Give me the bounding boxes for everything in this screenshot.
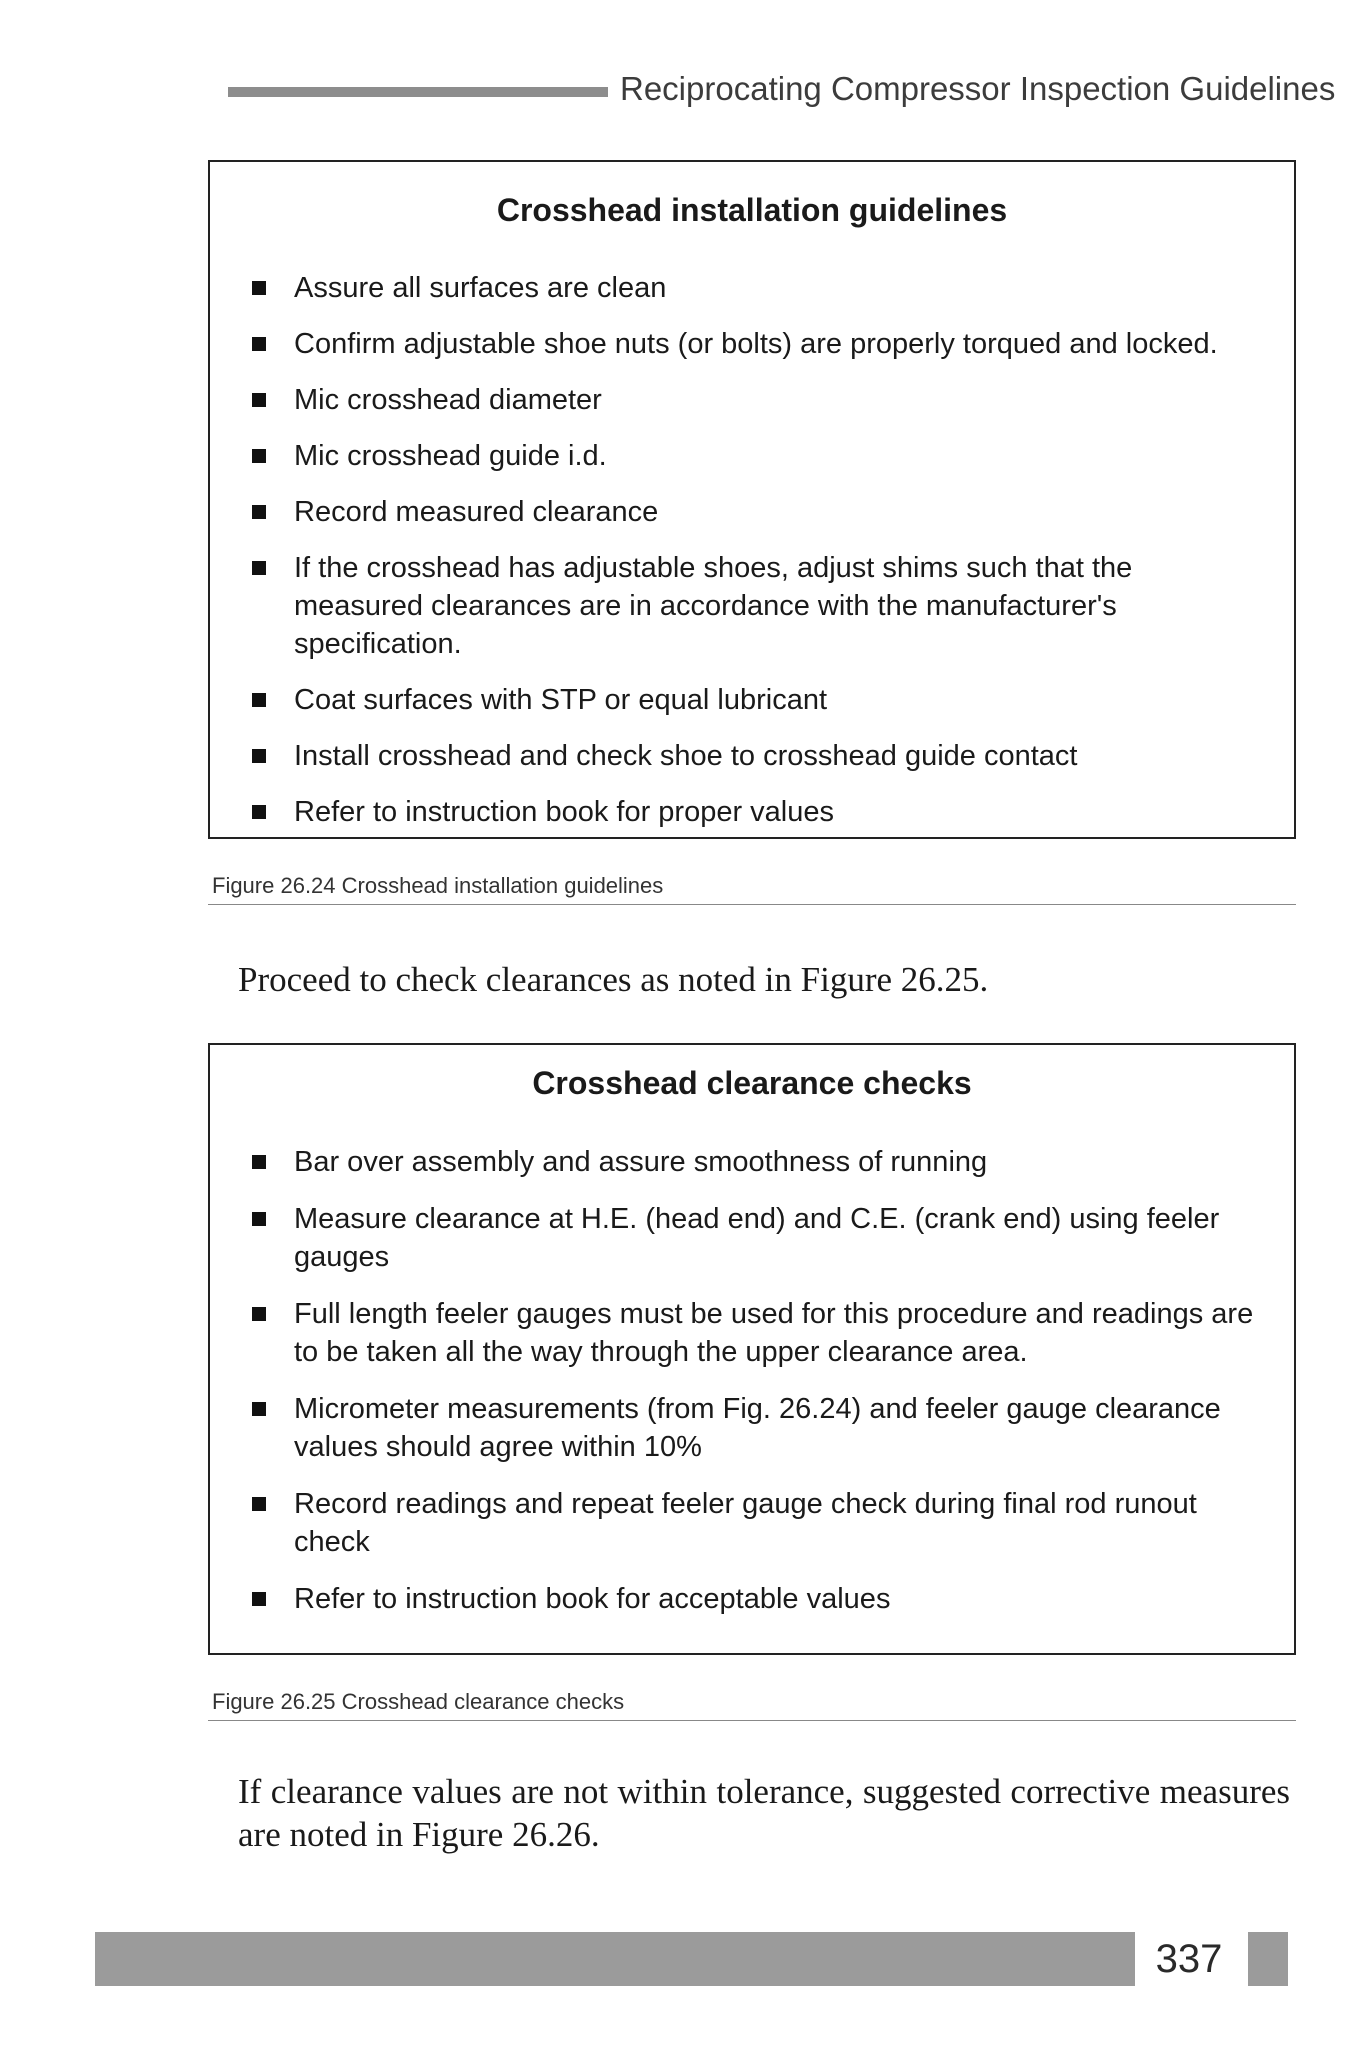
list-item: Micrometer measurements (from Fig. 26.24) and feeler gauge clearance values should agree within 10% bbox=[238, 1390, 1264, 1466]
figure-26-24-title: Crosshead installation guidelines bbox=[496, 192, 1008, 228]
bullet-square-icon bbox=[252, 337, 266, 351]
installation-guideline-list bbox=[238, 269, 1264, 849]
footer-bar bbox=[95, 1932, 1135, 1986]
bullet-square-icon bbox=[252, 393, 266, 407]
bullet-square-icon bbox=[252, 281, 266, 295]
bullet-square-icon bbox=[252, 1402, 266, 1416]
list-item: Install crosshead and check shoe to crosshead guide contact bbox=[238, 737, 1264, 775]
list-item: Assure all surfaces are clean bbox=[238, 269, 1264, 307]
bullet-square-icon bbox=[252, 1307, 266, 1321]
bullet-square-icon bbox=[252, 449, 266, 463]
list-item: Record measured clearance bbox=[238, 493, 1264, 531]
bullet-square-icon bbox=[252, 505, 266, 519]
footer-end-block bbox=[1248, 1932, 1288, 1986]
bullet-square-icon bbox=[252, 1212, 266, 1226]
caption-rule bbox=[208, 1720, 1296, 1721]
figure-26-24-box bbox=[208, 160, 1296, 839]
list-item: Measure clearance at H.E. (head end) and C.E. (crank end) using feeler gauges bbox=[238, 1200, 1264, 1276]
figure-26-25-box bbox=[208, 1043, 1296, 1655]
list-item: Bar over assembly and assure smoothness of running bbox=[238, 1143, 1264, 1181]
body-paragraph: Proceed to check clearances as noted in Figure 26.25. bbox=[238, 960, 989, 999]
list-item: Confirm adjustable shoe nuts (or bolts) are properly torqued and locked. bbox=[238, 325, 1264, 363]
list-item: Record readings and repeat feeler gauge check during final rod runout check bbox=[238, 1485, 1264, 1561]
figure-26-25-caption: Figure 26.25 Crosshead clearance checks bbox=[212, 1689, 625, 1714]
bullet-square-icon bbox=[252, 749, 266, 763]
header-rule bbox=[228, 87, 608, 97]
figure-26-25-title: Crosshead clearance checks bbox=[532, 1065, 972, 1101]
list-item: Full length feeler gauges must be used for this procedure and readings are to be taken all the way through the upper clearance area. bbox=[238, 1295, 1264, 1371]
list-item: If the crosshead has adjustable shoes, adjust shims such that the measured clearances are in accordance with the manufacturer's specification. bbox=[238, 549, 1264, 663]
list-item: Mic crosshead guide i.d. bbox=[238, 437, 1264, 475]
bullet-square-icon bbox=[252, 1497, 266, 1511]
bullet-square-icon bbox=[252, 1155, 266, 1169]
bullet-square-icon bbox=[252, 805, 266, 819]
clearance-check-list bbox=[238, 1143, 1264, 1637]
bullet-square-icon bbox=[252, 1592, 266, 1606]
bullet-square-icon bbox=[252, 561, 266, 575]
list-item: Coat surfaces with STP or equal lubricant bbox=[238, 681, 1264, 719]
caption-rule bbox=[208, 904, 1296, 905]
page-number: 337 bbox=[1140, 1932, 1238, 1986]
list-item: Refer to instruction book for acceptable values bbox=[238, 1580, 1264, 1618]
body-paragraph: If clearance values are not within tolerance, suggested corrective measures are noted in Figure 26.26. bbox=[238, 1772, 1290, 1854]
list-item: Mic crosshead diameter bbox=[238, 381, 1264, 419]
running-header: Reciprocating Compressor Inspection Guidelines bbox=[620, 70, 1336, 107]
list-item: Refer to instruction book for proper values bbox=[238, 793, 1264, 831]
figure-26-24-caption: Figure 26.24 Crosshead installation guidelines bbox=[212, 873, 664, 898]
bullet-square-icon bbox=[252, 693, 266, 707]
